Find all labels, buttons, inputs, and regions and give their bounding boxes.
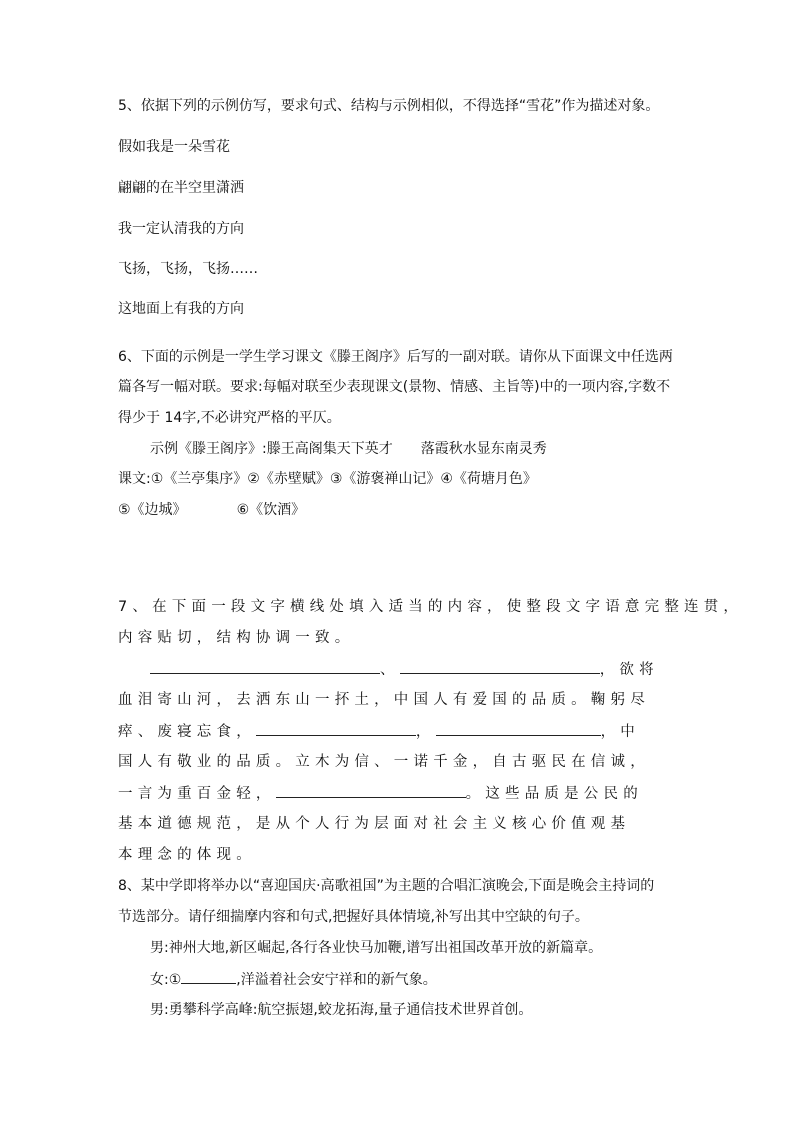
q7-line-9: 本理念的体现。 (118, 847, 256, 863)
q6-text-5: ⑤《边城》 (118, 502, 187, 518)
q6-prompt-line-1: 6、下面的示例是一学生学习课文《滕王阁序》后写的一副对联。请你从下面课文中任选两 (118, 349, 673, 365)
q7-l5-sep: ， (415, 724, 436, 740)
q7-blank-1[interactable] (150, 659, 380, 674)
q7-blank-2[interactable] (400, 659, 600, 674)
q7-l3-sep: 、 (380, 662, 400, 678)
q5-poem-line-4: 飞扬，飞扬，飞扬…… (118, 261, 258, 277)
q7-prompt-line-1: 7、在下面一段文字横线处填入适当的内容，使整段文字语意完整连贯， (118, 599, 744, 615)
q8-prompt-line-1: 8、某中学即将举办以“喜迎国庆·高歌祖国”为主题的合唱汇演晚会,下面是晚会主持词的 (118, 878, 655, 894)
q8-prompt-line-2: 节选部分。请仔细揣摩内容和句式,把握好具体情境,补写出其中空缺的句子。 (118, 909, 589, 925)
q7-l3-end: ，欲将 (599, 662, 659, 678)
q5-poem-line-3: 我一定认清我的方向 (118, 221, 244, 237)
q6-prompt-line-2: 篇各写一幅对联。要求:每幅对联至少表现课文(景物、情感、主旨等)中的一项内容,字数不 (118, 379, 671, 395)
q8-female-line (150, 969, 437, 990)
q8-female-start: 女:① (150, 972, 182, 988)
q7-line-3 (150, 659, 659, 680)
q7-l5-end: ，中 (600, 724, 641, 740)
q8-blank-1[interactable] (181, 969, 236, 984)
q7-line-5 (118, 721, 640, 742)
q5-prompt: 5、依据下列的示例仿写，要求句式、结构与示例相似，不得选择“雪花”作为描述对象。 (118, 98, 660, 114)
q7-line-6: 国人有敬业的品质。立木为信、一诺千金，自古驱民在信诚， (118, 754, 650, 770)
q5-poem-line-5: 这地面上有我的方向 (118, 301, 244, 317)
q8-male-line-1: 男:神州大地,新区崛起,各行各业快马加鞭,谱写出祖国改革开放的新篇章。 (150, 940, 603, 956)
q5-poem-line-1: 假如我是一朵雪花 (118, 139, 230, 155)
q5-poem-line-2: 翩翩的在半空里潇洒 (118, 180, 244, 196)
q6-prompt-line-3: 得少于 14字,不必讲究严格的平仄。 (118, 410, 341, 426)
q7-l7-start: 一言为重百金轻， (118, 786, 276, 802)
q8-male-line-2: 男:勇攀科学高峰:航空振翅,蛟龙拓海,量子通信技术世界首创。 (150, 1002, 533, 1018)
q6-text-6: ⑥《饮酒》 (236, 502, 306, 518)
q7-blank-5[interactable] (276, 783, 466, 798)
q7-blank-4[interactable] (436, 721, 601, 736)
q7-l7-end: 。这些品质是公民的 (465, 786, 643, 802)
q7-blank-3[interactable] (256, 721, 416, 736)
q6-example-left: 示例《滕王阁序》:滕王高阁集天下英才 (150, 441, 393, 457)
q6-texts-line-1: 课文:①《兰亭集序》②《赤壁赋》③《游褒禅山记》④《荷塘月色》 (118, 471, 537, 487)
q6-texts-line-2 (118, 500, 305, 520)
q7-line-8: 基本道德规范，是从个人行为层面对社会主义核心价值观基 (118, 816, 631, 832)
q7-line-4: 血泪寄山河，去洒东山一抔土，中国人有爱国的品质。鞠躬尽 (118, 692, 650, 708)
q7-l5-start: 瘁、废寝忘食， (118, 724, 256, 740)
q8-female-end: ,洋溢着社会安宁祥和的新气象。 (236, 972, 437, 988)
q6-example (150, 439, 547, 459)
q6-example-right: 落霞秋水显东南灵秀 (420, 441, 547, 457)
q7-prompt-line-2: 内容贴切，结构协调一致。 (118, 630, 355, 646)
q7-line-7 (118, 783, 643, 804)
